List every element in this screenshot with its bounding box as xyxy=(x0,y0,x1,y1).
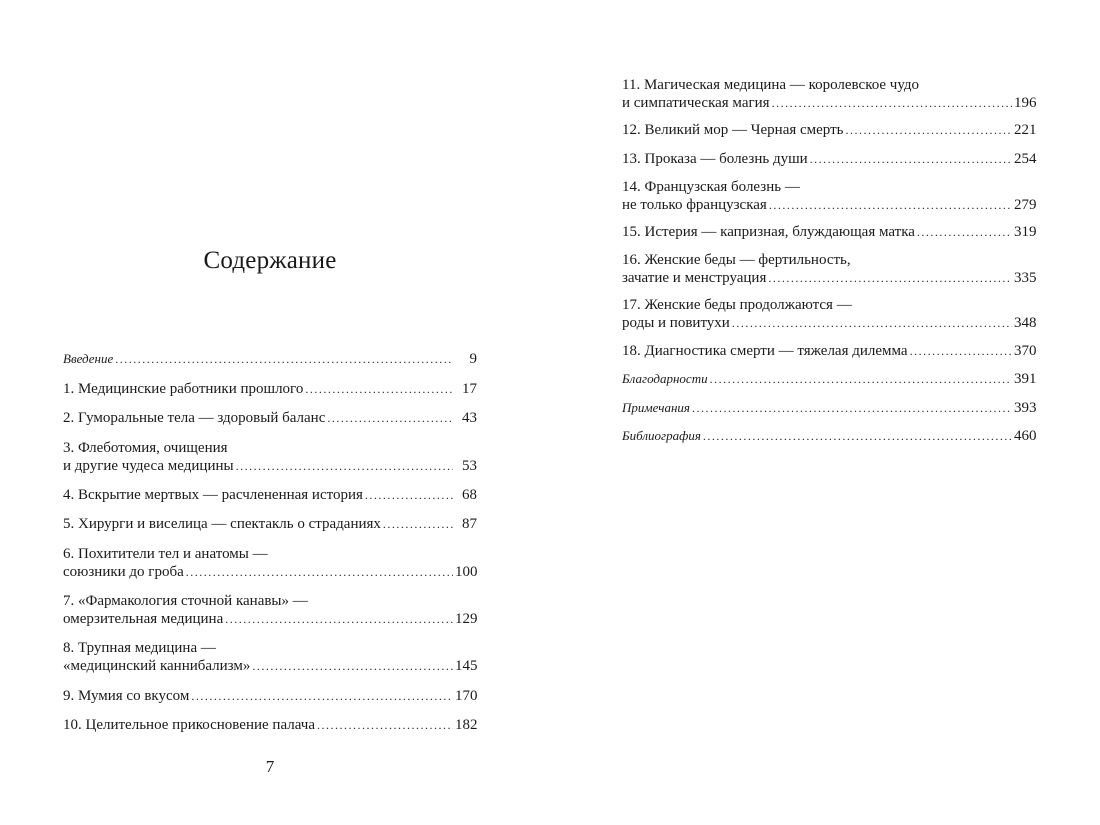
toc-entry-title: 1. Медицинские работники прошлого xyxy=(63,381,304,397)
toc-entry-title: 13. Проказа — болезнь души xyxy=(622,151,808,167)
toc-entry-row xyxy=(622,223,1036,241)
toc-entry-page: 43 xyxy=(462,410,477,426)
toc-entry-page: 348 xyxy=(1014,315,1037,331)
toc-entry-title-line: 11. Магическая медицина — королевское чудо xyxy=(622,77,920,93)
toc-entry-row xyxy=(63,657,477,675)
dot-leader xyxy=(191,687,453,705)
toc-entry-row xyxy=(63,687,477,705)
toc-entry xyxy=(63,409,477,427)
toc-entry-title: и симпатическая магия xyxy=(622,95,770,111)
dot-leader xyxy=(236,457,453,475)
dot-leader xyxy=(768,269,1012,287)
toc-entry-title: 10. Целительное прикосновение палача xyxy=(63,717,315,733)
toc-entry xyxy=(63,515,477,533)
toc-entry-title: роды и повитухи xyxy=(622,315,730,331)
toc-entry-title: 4. Вскрытие мертвых — расчлененная история xyxy=(63,487,363,503)
dot-leader xyxy=(772,94,1012,112)
toc-entry-title-line: 14. Французская болезнь — xyxy=(622,179,800,195)
toc-entry xyxy=(622,223,1036,241)
dot-leader xyxy=(910,342,1012,360)
toc-entry-row xyxy=(63,409,477,427)
dot-leader xyxy=(732,314,1012,332)
toc-entry-page: 196 xyxy=(1014,95,1037,111)
dot-leader xyxy=(365,486,453,504)
toc-entry xyxy=(622,399,1036,417)
toc-entry xyxy=(622,121,1036,139)
toc-entry-row xyxy=(63,610,477,628)
toc-entry-row xyxy=(622,399,1036,417)
toc-entry xyxy=(63,592,477,628)
page-title: Содержание xyxy=(203,247,337,274)
toc-entry xyxy=(63,380,477,398)
toc-entry xyxy=(63,687,477,705)
toc-entry xyxy=(63,350,477,368)
toc-entry-title: «медицинский каннибализм» xyxy=(63,658,251,674)
toc-entry-page: 221 xyxy=(1014,122,1037,138)
dot-leader xyxy=(327,409,453,427)
toc-entry-title-line: 8. Трупная медицина — xyxy=(63,640,216,656)
toc-entry xyxy=(622,427,1036,445)
toc-entry xyxy=(63,545,477,581)
toc-entry-page: 100 xyxy=(455,564,478,580)
toc-entry-title: Благодарности xyxy=(622,371,708,386)
right-page xyxy=(550,0,1100,825)
toc-entry-title: омерзительная медицина xyxy=(63,611,224,627)
toc-entry-page: 87 xyxy=(462,516,477,532)
toc-entry-page: 68 xyxy=(462,487,477,503)
toc-entry-row xyxy=(622,196,1036,214)
toc-entry-page: 393 xyxy=(1014,400,1037,416)
toc-entry-title-line: 6. Похитители тел и анатомы — xyxy=(63,546,268,562)
dot-leader xyxy=(769,196,1012,214)
toc-entry-page: 145 xyxy=(455,658,478,674)
dot-leader xyxy=(383,515,453,533)
toc-entry-title: Примечания xyxy=(622,400,690,415)
toc-entry xyxy=(622,296,1036,332)
toc-entry-page: 319 xyxy=(1014,224,1037,240)
toc-entry-row xyxy=(622,94,1036,112)
dot-leader xyxy=(225,610,453,628)
toc-entry-title: 5. Хирурги и виселица — спектакль о страданиях xyxy=(63,516,381,532)
toc-entry-row xyxy=(63,563,477,581)
toc-entry xyxy=(622,178,1036,214)
toc-entry-row xyxy=(622,342,1036,360)
toc-entry-page: 17 xyxy=(462,381,477,397)
toc-entry-row xyxy=(63,350,477,368)
toc-entry-title: 18. Диагностика смерти — тяжелая дилемма xyxy=(622,343,908,359)
toc-entry-title: 9. Мумия со вкусом xyxy=(63,688,190,704)
toc-entry xyxy=(622,342,1036,360)
toc-entry-row xyxy=(622,427,1036,445)
toc-entry-page: 9 xyxy=(469,351,477,367)
toc-entry-page: 254 xyxy=(1014,151,1037,167)
dot-leader xyxy=(692,399,1012,417)
toc-entry-row xyxy=(622,314,1036,332)
dot-leader xyxy=(846,121,1012,139)
toc-entry-title: и другие чудеса медицины xyxy=(63,458,234,474)
toc-entry-title-line: 3. Флеботомия, очищения xyxy=(63,440,228,456)
toc-entry-title: 2. Гуморальные тела — здоровый баланс xyxy=(63,410,326,426)
toc-entry-page: 370 xyxy=(1014,343,1037,359)
toc-entry xyxy=(63,486,477,504)
toc-entry-page: 335 xyxy=(1014,270,1037,286)
toc-entry xyxy=(622,76,1036,112)
toc-entry-row xyxy=(63,380,477,398)
dot-leader xyxy=(810,150,1012,168)
dot-leader xyxy=(917,223,1012,241)
dot-leader xyxy=(186,563,453,581)
toc-entry-row xyxy=(63,515,477,533)
toc-entry xyxy=(63,639,477,675)
toc-entry-title: союзники до гроба xyxy=(63,564,184,580)
toc-entry-page: 182 xyxy=(455,717,478,733)
toc-entry-row xyxy=(622,269,1036,287)
dot-leader xyxy=(317,716,453,734)
toc-entry-row xyxy=(63,457,477,475)
toc-entry xyxy=(622,150,1036,168)
toc-entry-page: 460 xyxy=(1014,428,1037,444)
toc-entry xyxy=(63,716,477,734)
toc-entry xyxy=(622,370,1036,388)
toc-entry-title: зачатие и менструация xyxy=(622,270,767,286)
dot-leader xyxy=(710,370,1012,388)
toc-entry-title: не только французская xyxy=(622,197,767,213)
toc-entry-row xyxy=(622,150,1036,168)
toc-entry-page: 129 xyxy=(455,611,478,627)
toc-entry-title: Введение xyxy=(63,351,114,366)
toc-entry-page: 170 xyxy=(455,688,478,704)
dot-leader xyxy=(703,427,1012,445)
toc-entry xyxy=(622,251,1036,287)
toc-entry-title: 15. Истерия — капризная, блуждающая матка xyxy=(622,224,915,240)
toc-entry-title-line: 17. Женские беды продолжаются — xyxy=(622,297,852,313)
toc-entry-title: 12. Великий мор — Черная смерть xyxy=(622,122,844,138)
toc-entry-row xyxy=(622,121,1036,139)
page-number: 7 xyxy=(265,757,275,776)
toc-entry-row xyxy=(63,716,477,734)
dot-leader xyxy=(252,657,453,675)
toc-entry xyxy=(63,439,477,475)
dot-leader xyxy=(115,350,453,368)
dot-leader xyxy=(305,380,453,398)
toc-entry-title: Библиография xyxy=(622,428,701,443)
toc-entry-title-line: 16. Женские беды — фертильность, xyxy=(622,252,851,268)
toc-entry-page: 53 xyxy=(462,458,477,474)
toc-entry-row xyxy=(622,370,1036,388)
toc-entry-row xyxy=(63,486,477,504)
toc-entry-title-line: 7. «Фармакология сточной канавы» — xyxy=(63,593,308,609)
toc-entry-page: 279 xyxy=(1014,197,1037,213)
toc-entry-page: 391 xyxy=(1014,371,1037,387)
